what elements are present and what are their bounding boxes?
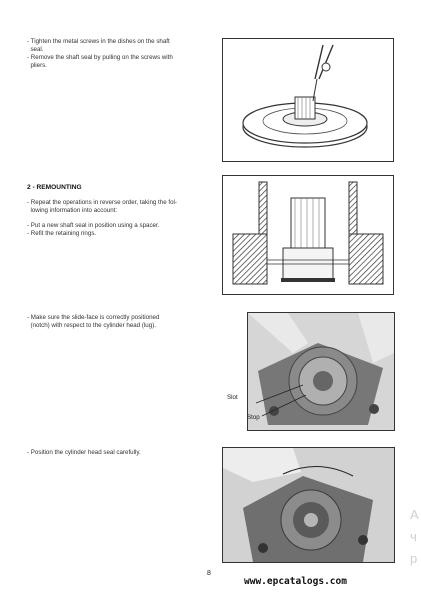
text-line: - Refit the retaining rings.	[27, 230, 97, 237]
text-line: - Make sure the slide-face is correctly positioned	[27, 314, 160, 321]
text-line: - Remove the shaft seal by pulling on the screws with	[27, 54, 173, 61]
figure-shaft-seal-refit	[222, 175, 394, 295]
figure-slide-face-photo	[247, 312, 395, 431]
footer-url: www.epcatalogs.com	[244, 576, 347, 587]
page-number: 8	[207, 570, 211, 577]
figure-shaft-seal-removal	[222, 38, 394, 162]
pulley-with-pliers-drawing	[223, 39, 393, 161]
text-line	[27, 215, 207, 222]
section-heading: 2 - REMOUNTING	[27, 184, 82, 191]
slide-face-photo-illustration	[248, 313, 394, 430]
stop-callout: Stop	[247, 414, 260, 421]
right-edge-letters	[410, 504, 419, 570]
cross-section-drawing	[223, 176, 393, 294]
text-line: - Tighten the metal screws in the dishes on the shaft	[27, 38, 170, 45]
cylinder-head-photo-illustration	[223, 448, 394, 562]
section1-text	[27, 38, 207, 70]
text-line: lowing information into account:	[27, 207, 118, 214]
slot-callout: Slot	[227, 394, 238, 401]
figure-cylinder-head-seal-photo	[222, 447, 395, 563]
text-line: seal.	[27, 46, 44, 53]
edge-letter: А	[410, 507, 419, 522]
text-line: - Repeat the operations in reverse order, taking the fol-	[27, 199, 177, 206]
text-line: pliers.	[27, 62, 47, 69]
text-line: (notch) with respect to the cylinder head (lug).	[27, 322, 156, 329]
edge-letter: ч	[410, 529, 417, 544]
section3-text	[27, 314, 207, 330]
section2-text	[27, 199, 207, 238]
section4-text	[27, 449, 207, 457]
edge-letter: р	[410, 551, 418, 566]
text-line: - Put a new shaft seal in position using a spacer.	[27, 222, 160, 229]
text-line: - Position the cylinder head seal carefully.	[27, 449, 141, 456]
